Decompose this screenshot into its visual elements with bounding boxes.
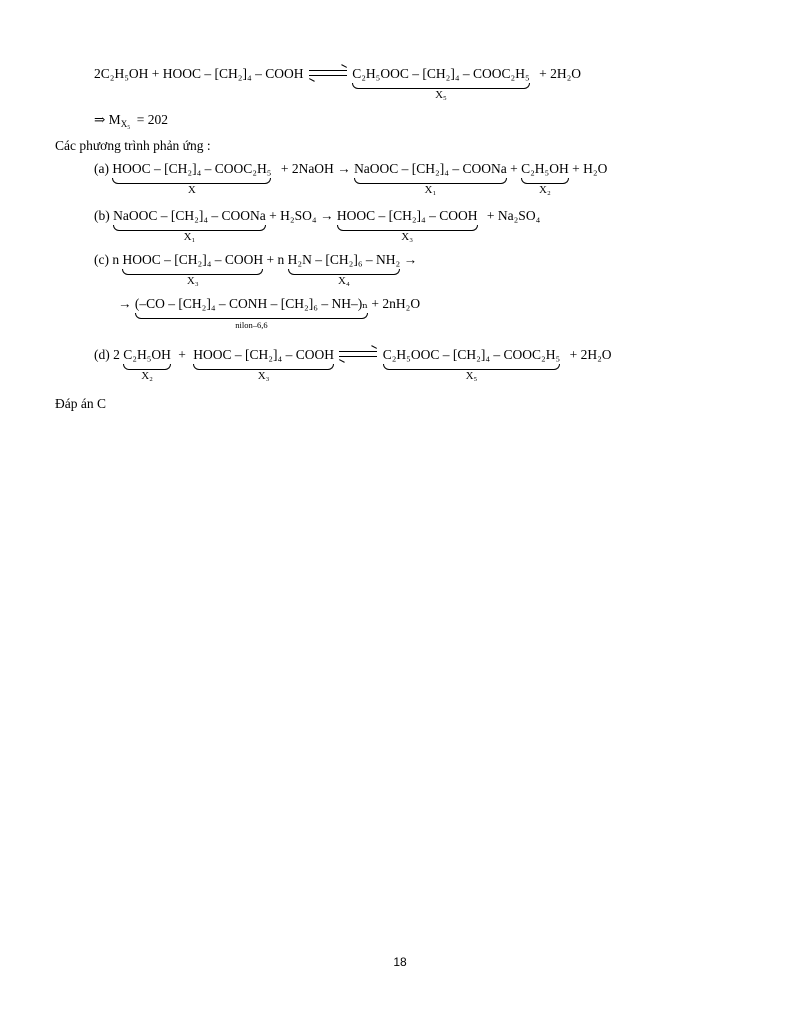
reaction-a-product-2: C₂H₅OH X₂ xyxy=(521,161,569,196)
reaction-b-tail: + Na₂SO₄ xyxy=(486,208,541,223)
reaction-d-product: C₂H₅OOC – [CH₂]₄ – COOC₂H₅ X₅ xyxy=(382,347,561,382)
molar-mass-subscript: X₅ xyxy=(120,119,131,129)
molar-mass-value: = 202 xyxy=(136,112,168,127)
answer-text: Đáp án C xyxy=(55,396,106,411)
reaction-c-product: (–CO – [CH₂]₄ – CONH – [CH₂]₆ – NH–)ₙ nilon–6,6 xyxy=(134,296,369,330)
reaction-b-reactant: NaOOC – [CH₂]₄ – COONa X₁ xyxy=(113,208,266,243)
reaction-d-reactant-2: HOOC – [CH₂]₄ – COOH X₃ xyxy=(193,347,334,382)
reaction-c-tail: + 2nH₂O xyxy=(371,296,421,311)
reaction-d-reactant-1: C₂H₅OH X₂ xyxy=(123,347,171,382)
eq0-product-label: X₅ xyxy=(435,89,447,101)
reaction-a-product-1: NaOOC – [CH₂]₄ – COONa X₁ xyxy=(354,161,507,196)
reaction-b xyxy=(94,208,540,243)
reaction-c-mid: + n xyxy=(266,252,285,267)
reaction-c-tag: (c) n xyxy=(94,252,120,267)
reaction-d-tail: + 2H₂O xyxy=(569,347,612,362)
eq0-reactants: 2C₂H₅OH + HOOC – [CH₂]₄ – COOH xyxy=(94,66,304,81)
reaction-c-reactant-2: H₂N – [CH₂]₆ – NH₂ X₄ xyxy=(287,252,401,287)
reaction-c-arrow: → xyxy=(403,252,418,267)
reaction-a-tail: + H₂O xyxy=(572,161,608,176)
reaction-c-arrow-2: → xyxy=(118,296,132,311)
molar-mass-line xyxy=(94,112,168,128)
section-intro: Các phương trình phản ứng : xyxy=(55,138,211,153)
reaction-b-mid: + H₂SO₄ → xyxy=(269,208,334,223)
reversible-arrow-icon xyxy=(309,67,347,79)
reaction-d-tag: (d) 2 xyxy=(94,347,120,362)
reaction-d xyxy=(94,347,612,382)
reaction-a-tag: (a) xyxy=(94,161,109,176)
page-number: 18 xyxy=(393,955,407,969)
molar-mass-symbol: ⇒ M xyxy=(94,112,121,127)
reaction-c xyxy=(94,252,417,287)
equation-esterification xyxy=(94,66,581,101)
reaction-b-tag: (b) xyxy=(94,208,110,223)
reaction-d-mid: + xyxy=(178,347,186,362)
reaction-a-mid: + 2NaOH → xyxy=(280,161,351,176)
reaction-b-product: HOOC – [CH₂]₄ – COOH X₃ xyxy=(336,208,478,243)
reaction-c-reactant-1: HOOC – [CH₂]₄ – COOH X₃ xyxy=(122,252,264,287)
eq0-product: C₂H₅OOC – [CH₂]₄ – COOC₂H₅ X₅ xyxy=(352,66,530,101)
reaction-a: (a) HOOC – [CH₂]₄ – COOC₂H₅ X + 2NaOH → NaOOC – [CH₂]₄ – COONa X₁ + C₂H₅OH X₂ + H₂O xyxy=(94,161,608,196)
reaction-c-continued xyxy=(118,296,420,331)
reversible-arrow-icon xyxy=(339,348,377,360)
eq0-tail: + 2H₂O xyxy=(539,66,582,81)
reaction-a-reactant: HOOC – [CH₂]₄ – COOC₂H₅ X xyxy=(112,161,272,196)
